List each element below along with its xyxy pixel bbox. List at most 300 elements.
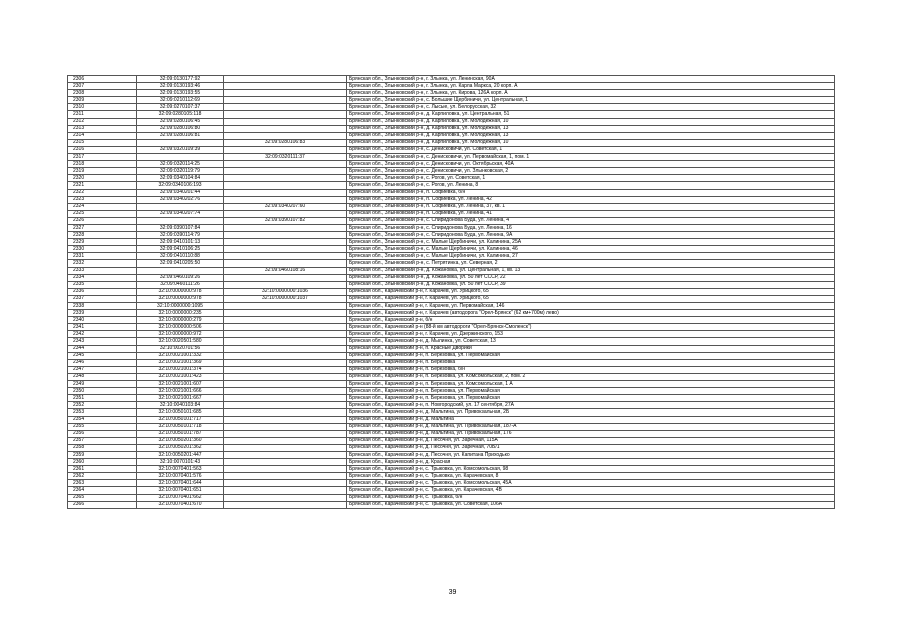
cadastral-number-cell: 32:09:0270107:37 (137, 104, 224, 111)
table-row (68, 132, 835, 139)
address-cell: Брянская обл., Злынковский р-н, д. Карпиловка, ул. Молодежная, 10 (347, 139, 835, 146)
cadastral-number-cell: 32:10:0050201:447 (137, 451, 224, 458)
table-row (68, 182, 835, 189)
cadastral-number-cell: 32:10:0021001:667 (137, 395, 224, 402)
table-row (68, 253, 835, 260)
related-cadastral-number-cell (224, 111, 347, 118)
related-cadastral-number-cell (224, 168, 347, 175)
address-cell: Брянская обл., Карачевский р-н, д. Песочня, ул. Заречная, 115А (347, 437, 835, 444)
address-cell: Брянская обл., Злынковский р-н, с. Денисковичи, ул. Первомайская, 1, пом. 1 (347, 154, 835, 161)
table-row (68, 459, 835, 466)
row-number-cell: 2308 (68, 90, 137, 97)
row-number-cell: 2318 (68, 161, 137, 168)
row-number-cell: 2349 (68, 381, 137, 388)
table-row (68, 146, 835, 153)
table-row (68, 224, 835, 231)
address-cell: Брянская обл., Карачевский р-н, п. Березовка, ул. Первомайская (347, 395, 835, 402)
registry-table-body (68, 76, 835, 509)
address-cell: Брянская обл., Злынковский р-н, с. Рогов, ул. Ленина, 8 (347, 182, 835, 189)
row-number-cell: 2330 (68, 246, 137, 253)
related-cadastral-number-cell (224, 310, 347, 317)
address-cell: Брянская обл., Злынковский р-н, с. Петрятинка, ул. Северная, 2 (347, 260, 835, 267)
row-number-cell: 2333 (68, 267, 137, 274)
table-row (68, 444, 835, 451)
cadastral-number-cell: 32:09:0410101:13 (137, 239, 224, 246)
address-cell: Брянская обл., Карачевский р-н, с. Трыковка, ул. Советская, 106А (347, 501, 835, 508)
address-cell: Брянская обл., Карачевский р-н, д. Песочня, ул. Заречная, 70Б/1 (347, 444, 835, 451)
row-number-cell: 2353 (68, 409, 137, 416)
cadastral-number-cell: 32:09:0320109:39 (137, 146, 224, 153)
table-row (68, 118, 835, 125)
cadastral-number-cell: 32:10:0000000:235 (137, 310, 224, 317)
table-row (68, 373, 835, 380)
cadastral-number-cell: 32:10:0050101:718 (137, 423, 224, 430)
table-row (68, 111, 835, 118)
row-number-cell: 2327 (68, 224, 137, 231)
address-cell: Брянская обл., Злынковский р-н, д. Кожановка, ул. Центральная, 1, кв. 13 (347, 267, 835, 274)
row-number-cell: 2345 (68, 352, 137, 359)
table-row (68, 480, 835, 487)
related-cadastral-number-cell (224, 260, 347, 267)
address-cell: Брянская обл., Карачевский р-н, с. Трыковка, ул. Комсомольская, 98 (347, 466, 835, 473)
related-cadastral-number-cell (224, 76, 347, 83)
address-cell: Брянская обл., Карачевский р-н, г. Карачев, ул. Урицкого, 65 (347, 295, 835, 302)
table-row (68, 381, 835, 388)
table-row (68, 430, 835, 437)
table-row (68, 210, 835, 217)
row-number-cell: 2320 (68, 175, 137, 182)
address-cell: Брянская обл., Злынковский р-н, г. Злынка, ул. Кирова, 126А корп. А (347, 90, 835, 97)
related-cadastral-number-cell (224, 437, 347, 444)
related-cadastral-number-cell (224, 182, 347, 189)
related-cadastral-number-cell (224, 125, 347, 132)
table-row (68, 338, 835, 345)
related-cadastral-number-cell: 32:09:0340207:60 (224, 203, 347, 210)
table-row (68, 402, 835, 409)
table-row (68, 317, 835, 324)
address-cell: Брянская обл., Злынковский р-н, с. Большие Щербиничи, ул. Центральная, 1 (347, 97, 835, 104)
address-cell: Брянская обл., Злынковский р-н, с. Малые Щербиничи, ул. Калинина, 25А (347, 239, 835, 246)
row-number-cell: 2363 (68, 480, 137, 487)
row-number-cell: 2312 (68, 118, 137, 125)
table-row (68, 466, 835, 473)
related-cadastral-number-cell (224, 501, 347, 508)
table-row (68, 331, 835, 338)
table-row (68, 196, 835, 203)
page-number: 39 (448, 589, 457, 596)
row-number-cell: 2337 (68, 295, 137, 302)
cadastral-number-cell: 32:09:0410205:50 (137, 260, 224, 267)
table-row (68, 246, 835, 253)
address-cell: Брянская обл., Злынковский р-н, д. Кожановка, ул. 50 лет СССР, 22 (347, 274, 835, 281)
cadastral-number-cell: 32:09:0460111:26 (137, 281, 224, 288)
row-number-cell: 2347 (68, 366, 137, 373)
cadastral-number-cell: 32:10:0050101:717 (137, 416, 224, 423)
table-row (68, 125, 835, 132)
cadastral-number-cell (137, 267, 224, 274)
cadastral-number-cell: 32:10:0000000:506 (137, 324, 224, 331)
table-row (68, 90, 835, 97)
cadastral-number-cell (137, 217, 224, 224)
cadastral-number-cell: 32:09:0340202:76 (137, 196, 224, 203)
cadastral-number-cell: 32:10:0021001:607 (137, 381, 224, 388)
address-cell: Брянская обл., Злынковский р-н, д. Карпиловка, ул. Центральная, 51 (347, 111, 835, 118)
address-cell: Брянская обл., Карачевский р-н, б/н (347, 317, 835, 324)
cadastral-number-cell: 32:10:0070401:670 (137, 501, 224, 508)
cadastral-number-cell: 32:09:0320114:25 (137, 161, 224, 168)
address-cell: Брянская обл., Злынковский р-н, с. Малые Щербиничи, ул. Калинина, 27 (347, 253, 835, 260)
table-row (68, 416, 835, 423)
row-number-cell: 2359 (68, 451, 137, 458)
table-row (68, 494, 835, 501)
row-number-cell: 2366 (68, 501, 137, 508)
cadastral-number-cell (137, 139, 224, 146)
table-row (68, 295, 835, 302)
row-number-cell: 2307 (68, 83, 137, 90)
related-cadastral-number-cell (224, 381, 347, 388)
row-number-cell: 2341 (68, 324, 137, 331)
row-number-cell: 2306 (68, 76, 137, 83)
row-number-cell: 2328 (68, 232, 137, 239)
table-row (68, 324, 835, 331)
table-row (68, 76, 835, 83)
address-cell: Брянская обл., Карачевский р-н, с. Трыковка, ул. Карачевская, 8 (347, 473, 835, 480)
cadastral-number-cell: 32:10:0000000:972 (137, 331, 224, 338)
table-row (68, 239, 835, 246)
row-number-cell: 2326 (68, 217, 137, 224)
address-cell: Брянская обл., Карачевский р-н, п. Березовка, ул. Первомайская (347, 388, 835, 395)
row-number-cell: 2313 (68, 125, 137, 132)
row-number-cell: 2329 (68, 239, 137, 246)
related-cadastral-number-cell: 32:09:0460108:16 (224, 267, 347, 274)
related-cadastral-number-cell (224, 232, 347, 239)
table-row (68, 352, 835, 359)
cadastral-number-cell: 32:09:0130193:55 (137, 90, 224, 97)
table-row (68, 388, 835, 395)
table-row (68, 104, 835, 111)
registry-table (67, 75, 835, 509)
cadastral-number-cell: 32:10:0070401:644 (137, 480, 224, 487)
address-cell: Брянская обл., Карачевский р-н, д. Песочня, ул. Капитана Приходько (347, 451, 835, 458)
row-number-cell: 2348 (68, 373, 137, 380)
table-row (68, 203, 835, 210)
row-number-cell: 2322 (68, 189, 137, 196)
cadastral-number-cell: 32:09:0460109:26 (137, 274, 224, 281)
related-cadastral-number-cell (224, 338, 347, 345)
address-cell: Брянская обл., Злынковский р-н, д. Карпиловка, ул. Молодежная, 10 (347, 118, 835, 125)
address-cell: Брянская обл., Карачевский р-н, п. Березовка, ул. Комсомольская, 1 А (347, 381, 835, 388)
address-cell: Брянская обл., Карачевский р-н, д. Красная (347, 459, 835, 466)
cadastral-number-cell: 32:10:0000000:1095 (137, 303, 224, 310)
table-row (68, 310, 835, 317)
cadastral-number-cell: 32:09:0280105:118 (137, 111, 224, 118)
address-cell: Брянская обл., Карачевский р-н, с. Трыковка, ул. Карачевская, 4В (347, 487, 835, 494)
address-cell: Брянская обл., Карачевский р-н, п. Красные Дворики (347, 345, 835, 352)
related-cadastral-number-cell (224, 239, 347, 246)
address-cell: Брянская обл., Злынковский р-н, п. Софиевка, б/н (347, 189, 835, 196)
address-cell: Брянская обл., Злынковский р-н, д. Карпиловка, ул. Молодежная, 13 (347, 132, 835, 139)
cadastral-number-cell: 32:10:0070401:576 (137, 473, 224, 480)
related-cadastral-number-cell (224, 118, 347, 125)
cadastral-number-cell: 32:10:0050201:362 (137, 444, 224, 451)
cadastral-number-cell: 32:09:0210112:69 (137, 97, 224, 104)
row-number-cell: 2361 (68, 466, 137, 473)
cadastral-number-cell: 32:10:0050201:360 (137, 437, 224, 444)
address-cell: Брянская обл., Карачевский р-н (88-й км автодороги "Орел-Брянск-Смоленск") (347, 324, 835, 331)
cadastral-number-cell: 32:10:0021001:369 (137, 359, 224, 366)
related-cadastral-number-cell (224, 366, 347, 373)
row-number-cell: 2321 (68, 182, 137, 189)
row-number-cell: 2340 (68, 317, 137, 324)
cadastral-number-cell: 32:09:0390114:79 (137, 232, 224, 239)
address-cell: Брянская обл., Злынковский р-н, с. Лысые, ул. Белорусская, 32 (347, 104, 835, 111)
related-cadastral-number-cell (224, 459, 347, 466)
table-row (68, 395, 835, 402)
table-row (68, 267, 835, 274)
address-cell: Брянская обл., Карачевский р-н, д. Мальтина, ул. Привокзальная, 176 (347, 430, 835, 437)
table-row (68, 303, 835, 310)
table-row (68, 161, 835, 168)
address-cell: Брянская обл., Злынковский р-н, п. Софиевка, ул. Ленина, 41 (347, 210, 835, 217)
related-cadastral-number-cell (224, 494, 347, 501)
table-row (68, 217, 835, 224)
cadastral-number-cell: 32:10:0021001:423 (137, 373, 224, 380)
related-cadastral-number-cell (224, 83, 347, 90)
table-row (68, 451, 835, 458)
address-cell: Брянская обл., Злынковский р-н, п. Софиевка, ул. Ленина, 37, кв. 1 (347, 203, 835, 210)
related-cadastral-number-cell (224, 388, 347, 395)
related-cadastral-number-cell: 32:09:0320111:37 (224, 154, 347, 161)
row-number-cell: 2357 (68, 437, 137, 444)
table-row (68, 83, 835, 90)
related-cadastral-number-cell (224, 352, 347, 359)
cadastral-number-cell: 32:10:0050101:787 (137, 430, 224, 437)
address-cell: Брянская обл., Злынковский р-н, с. Малые Щербиничи, ул. Калинина, 46 (347, 246, 835, 253)
table-row (68, 168, 835, 175)
table-row (68, 274, 835, 281)
related-cadastral-number-cell (224, 175, 347, 182)
table-row (68, 501, 835, 508)
cadastral-number-cell: 32:10:0021001:374 (137, 366, 224, 373)
address-cell: Брянская обл., Карачевский р-н, д. Мальтина (347, 416, 835, 423)
address-cell: Брянская обл., Злынковский р-н, г. Злынка, ул. Карла Маркса, 20 корп. А (347, 83, 835, 90)
address-cell: Брянская обл., Карачевский р-н, п. Березовка, б/н (347, 366, 835, 373)
row-number-cell: 2342 (68, 331, 137, 338)
cadastral-number-cell: 32:10:0070401:662 (137, 494, 224, 501)
related-cadastral-number-cell (224, 246, 347, 253)
related-cadastral-number-cell (224, 473, 347, 480)
table-row (68, 345, 835, 352)
related-cadastral-number-cell (224, 210, 347, 217)
cadastral-number-cell: 32:10:0000000:279 (137, 317, 224, 324)
cadastral-number-cell: 32:10:0070401:651 (137, 487, 224, 494)
address-cell: Брянская обл., Карачевский р-н, с. Трыковка, б/н (347, 494, 835, 501)
related-cadastral-number-cell (224, 480, 347, 487)
related-cadastral-number-cell: 32:09:0390107:82 (224, 217, 347, 224)
related-cadastral-number-cell (224, 224, 347, 231)
address-cell: Брянская обл., Карачевский р-н, г. Карачев, ул. Урицкого, 65 (347, 288, 835, 295)
cadastral-number-cell: 32:10:0040103:84 (137, 402, 224, 409)
address-cell: Брянская обл., Карачевский р-н, г. Карачев, ул. Дзержинского, 153 (347, 331, 835, 338)
table-row (68, 232, 835, 239)
cadastral-number-cell: 32:10:0020501:580 (137, 338, 224, 345)
table-row (68, 487, 835, 494)
related-cadastral-number-cell (224, 451, 347, 458)
address-cell: Брянская обл., Карачевский р-н, д. Мальтина, ул. Привокзальная, 187-А (347, 423, 835, 430)
cadastral-number-cell: 32:09:0410110:88 (137, 253, 224, 260)
row-number-cell: 2362 (68, 473, 137, 480)
row-number-cell: 2355 (68, 423, 137, 430)
row-number-cell: 2334 (68, 274, 137, 281)
cadastral-number-cell: 32:09:0130193:46 (137, 83, 224, 90)
related-cadastral-number-cell (224, 402, 347, 409)
table-row (68, 175, 835, 182)
address-cell: Брянская обл., Злынковский р-н, с. Спиридонова Буда, ул. Ленина, 16 (347, 224, 835, 231)
address-cell: Брянская обл., Карачевский р-н, д. Мылинка, ул. Советская, 13 (347, 338, 835, 345)
table-row (68, 409, 835, 416)
row-number-cell: 2356 (68, 430, 137, 437)
address-cell: Брянская обл., Карачевский р-н, п. Березовка, ул. Первомайская (347, 352, 835, 359)
related-cadastral-number-cell (224, 161, 347, 168)
related-cadastral-number-cell (224, 359, 347, 366)
address-cell: Брянская обл., Злынковский р-н, с. Рогов, ул. Советская, 1 (347, 175, 835, 182)
address-cell: Брянская обл., Карачевский р-н, п. Березовка (347, 359, 835, 366)
address-cell: Брянская обл., Злынковский р-н, д. Кожановка, ул. 50 лет СССР, 39 (347, 281, 835, 288)
cadastral-number-cell: 32:10:0021001:666 (137, 388, 224, 395)
row-number-cell: 2331 (68, 253, 137, 260)
row-number-cell: 2350 (68, 388, 137, 395)
related-cadastral-number-cell: 32:09:0280106:83 (224, 139, 347, 146)
row-number-cell: 2332 (68, 260, 137, 267)
row-number-cell: 2339 (68, 310, 137, 317)
related-cadastral-number-cell (224, 324, 347, 331)
table-row (68, 437, 835, 444)
row-number-cell: 2365 (68, 494, 137, 501)
related-cadastral-number-cell: 32:10:0000000:1037 (224, 295, 347, 302)
table-row (68, 154, 835, 161)
address-cell: Брянская обл., Злынковский р-н, с. Денисковичи, ул. Советская, 1 (347, 146, 835, 153)
address-cell: Брянская обл., Карачевский р-н, п. Новгородский, ул. 17 сентября, 27А (347, 402, 835, 409)
related-cadastral-number-cell (224, 466, 347, 473)
related-cadastral-number-cell (224, 373, 347, 380)
related-cadastral-number-cell (224, 395, 347, 402)
table-row (68, 359, 835, 366)
table-row (68, 189, 835, 196)
cadastral-number-cell: 32:09:0130177:92 (137, 76, 224, 83)
cadastral-number-cell: 32:10:0050101:685 (137, 409, 224, 416)
table-row (68, 473, 835, 480)
related-cadastral-number-cell (224, 345, 347, 352)
cadastral-number-cell: 32:09:0340106:193 (137, 182, 224, 189)
cadastral-number-cell: 32:09:0280106:45 (137, 118, 224, 125)
related-cadastral-number-cell (224, 281, 347, 288)
row-number-cell: 2317 (68, 154, 137, 161)
cadastral-number-cell: 32:10:0070401:563 (137, 466, 224, 473)
row-number-cell: 2338 (68, 303, 137, 310)
related-cadastral-number-cell (224, 416, 347, 423)
related-cadastral-number-cell (224, 189, 347, 196)
row-number-cell: 2311 (68, 111, 137, 118)
row-number-cell: 2335 (68, 281, 137, 288)
address-cell: Брянская обл., Злынковский р-н, п. Софиевка, ул. Ленина, 42 (347, 196, 835, 203)
row-number-cell: 2310 (68, 104, 137, 111)
related-cadastral-number-cell (224, 274, 347, 281)
cadastral-number-cell (137, 154, 224, 161)
cadastral-number-cell: 32:10:0000000:978 (137, 288, 224, 295)
row-number-cell: 2364 (68, 487, 137, 494)
table-row (68, 366, 835, 373)
row-number-cell: 2352 (68, 402, 137, 409)
address-cell: Брянская обл., Злынковский р-н, д. Карпиловка, ул. Молодежная, 13 (347, 125, 835, 132)
address-cell: Брянская обл., Карачевский р-н, д. Мальтина, ул. Привокзальная, 2Б (347, 409, 835, 416)
related-cadastral-number-cell (224, 487, 347, 494)
cadastral-number-cell: 32:10:0000000:978 (137, 295, 224, 302)
row-number-cell: 2360 (68, 459, 137, 466)
row-number-cell: 2343 (68, 338, 137, 345)
row-number-cell: 2358 (68, 444, 137, 451)
row-number-cell: 2346 (68, 359, 137, 366)
row-number-cell: 2319 (68, 168, 137, 175)
row-number-cell: 2314 (68, 132, 137, 139)
related-cadastral-number-cell (224, 132, 347, 139)
related-cadastral-number-cell (224, 303, 347, 310)
row-number-cell: 2315 (68, 139, 137, 146)
cadastral-number-cell: 32:09:0390107:84 (137, 224, 224, 231)
address-cell: Брянская обл., Злынковский р-н, с. Денисковичи, ул. Октябрьская, 40А (347, 161, 835, 168)
address-cell: Брянская обл., Злынковский р-н, с. Спиридонова Буда, ул. Ленина, 4 (347, 217, 835, 224)
cadastral-number-cell: 32:09:0340201:44 (137, 189, 224, 196)
row-number-cell: 2309 (68, 97, 137, 104)
cadastral-number-cell (137, 203, 224, 210)
related-cadastral-number-cell (224, 423, 347, 430)
row-number-cell: 2354 (68, 416, 137, 423)
related-cadastral-number-cell (224, 331, 347, 338)
address-cell: Брянская обл., Злынковский р-н, с. Спиридонова Буда, ул. Ленина, 9А (347, 232, 835, 239)
table-row (68, 97, 835, 104)
table-row (68, 260, 835, 267)
related-cadastral-number-cell (224, 90, 347, 97)
cadastral-number-cell: 32:09:0280106:81 (137, 132, 224, 139)
row-number-cell: 2344 (68, 345, 137, 352)
address-cell: Брянская обл., Карачевский р-н, г. Карачев, ул. Первомайская, 146 (347, 303, 835, 310)
cadastral-number-cell: 32:10:0021001:332 (137, 352, 224, 359)
cadastral-number-cell: 32:09:0280106:80 (137, 125, 224, 132)
cadastral-number-cell: 32:09:0340207:74 (137, 210, 224, 217)
related-cadastral-number-cell (224, 430, 347, 437)
address-cell: Брянская обл., Злынковский р-н, г. Злынка, ул. Ленинская, 90А (347, 76, 835, 83)
cadastral-number-cell: 32:09:0410106:25 (137, 246, 224, 253)
address-cell: Брянская обл., Злынковский р-н, с. Денисковичи, ул. Злынковская, 2 (347, 168, 835, 175)
row-number-cell: 2351 (68, 395, 137, 402)
address-cell: Брянская обл., Карачевский р-н, г. Карачев (автодорога "Орел-Брянск" (62 км+700м) лево) (347, 310, 835, 317)
table-row (68, 281, 835, 288)
cadastral-number-cell: 32:10:0070101:43 (137, 459, 224, 466)
address-cell: Брянская обл., Карачевский р-н, с. Трыковка, ул. Комсомольская, 45А (347, 480, 835, 487)
related-cadastral-number-cell (224, 317, 347, 324)
row-number-cell: 2325 (68, 210, 137, 217)
table-row (68, 423, 835, 430)
row-number-cell: 2323 (68, 196, 137, 203)
row-number-cell: 2336 (68, 288, 137, 295)
row-number-cell: 2324 (68, 203, 137, 210)
related-cadastral-number-cell (224, 253, 347, 260)
related-cadastral-number-cell: 32:10:0000000:1036 (224, 288, 347, 295)
cadastral-number-cell: 32:09:0340104:84 (137, 175, 224, 182)
related-cadastral-number-cell (224, 196, 347, 203)
related-cadastral-number-cell (224, 146, 347, 153)
cadastral-number-cell: 32:09:0320119:79 (137, 168, 224, 175)
address-cell: Брянская обл., Карачевский р-н, п. Березовка, ул. Комсомольская, 2, пом. 2 (347, 373, 835, 380)
